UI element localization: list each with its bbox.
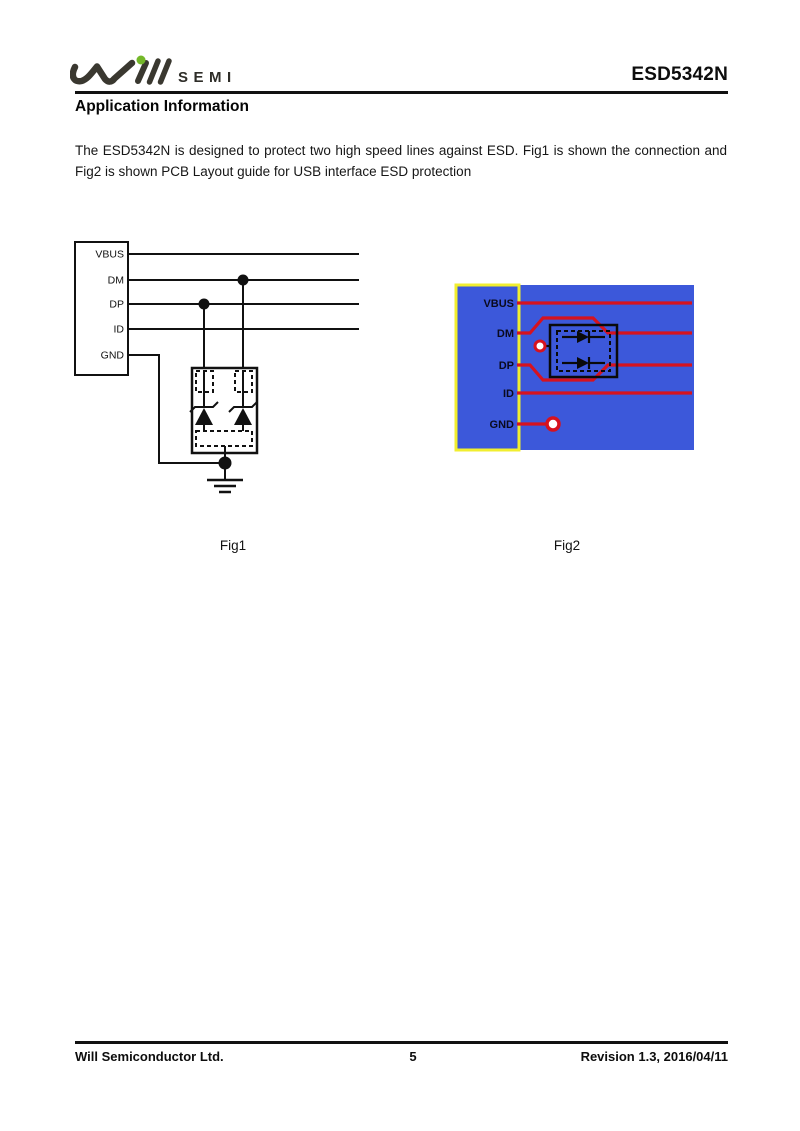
- section-title: Application Information: [75, 98, 249, 115]
- fig1-pin-label-gnd: GND: [100, 349, 124, 362]
- junction-dot-dp: [199, 299, 210, 310]
- fig1-pin-label-dm: DM: [107, 274, 124, 287]
- esd-device-box: [192, 368, 257, 453]
- logo-slash-2: [161, 61, 170, 82]
- footer-rule: [75, 1041, 728, 1044]
- body-text: [75, 140, 727, 182]
- device-gnd-via: [535, 341, 545, 351]
- fig2-pin-label-vbus: VBUS: [483, 298, 514, 310]
- part-number: ESD5342N: [631, 64, 728, 85]
- fig1-circuit-diagram: [60, 230, 380, 502]
- body-line-1: The ESD5342N is designed to protect two high speed lines against ESD. Fig1 is shown the connection and: [75, 143, 727, 158]
- logo-slash-1: [150, 61, 159, 82]
- fig1-pin-label-dp: DP: [109, 298, 124, 311]
- logo-brand-text: SEMI: [178, 69, 237, 86]
- fig1-caption: Fig1: [219, 538, 247, 553]
- fig2-pin-label-gnd: GND: [489, 419, 514, 431]
- fig2-caption: Fig2: [553, 538, 581, 553]
- fig2-pin-label-dp: DP: [498, 360, 514, 372]
- gnd-via: [547, 418, 559, 430]
- header-rule: [75, 91, 728, 94]
- footer-revision: Revision 1.3, 2016/04/11: [580, 1049, 728, 1064]
- footer-page-number: 5: [409, 1049, 417, 1064]
- will-semi-logo: [70, 48, 250, 93]
- fig2-pin-label-id: ID: [503, 388, 514, 400]
- body-line-2: Fig2 is shown PCB Layout guide for USB interface ESD protection: [75, 164, 472, 179]
- logo-i-stroke: [138, 63, 146, 81]
- fig2-pcb-layout: [450, 280, 700, 455]
- logo-wave-w: [73, 63, 132, 82]
- ground-symbol-icon: [207, 480, 243, 492]
- footer-company: Will Semiconductor Ltd.: [75, 1049, 224, 1064]
- fig1-pin-label-id: ID: [113, 323, 124, 336]
- fig2-pin-label-dm: DM: [496, 328, 514, 340]
- fig1-pin-label-vbus: VBUS: [95, 248, 124, 261]
- junction-dot-gnd: [219, 457, 232, 470]
- logo-green-dot-icon: [137, 56, 146, 65]
- junction-dot-dm: [238, 275, 249, 286]
